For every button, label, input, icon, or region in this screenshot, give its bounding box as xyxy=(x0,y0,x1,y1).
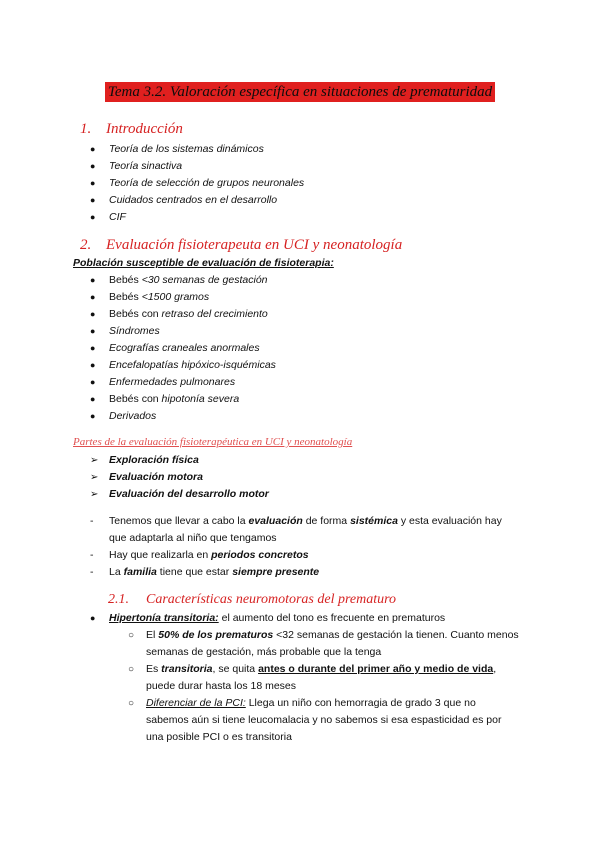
parts-list xyxy=(90,452,269,503)
title-wrap xyxy=(0,82,600,102)
bullet-icon: ● xyxy=(90,161,96,171)
list-item: - Tenemos que llevar a cabo la evaluación de forma sistémica y esta evaluación hay xyxy=(90,513,502,530)
bullet-icon: ● xyxy=(90,292,96,302)
list-item: ● Teoría de selección de grupos neuronales xyxy=(90,175,304,192)
bullet-icon: ● xyxy=(90,613,96,623)
section-1-title: Introducción xyxy=(106,121,183,137)
list-item: - Hay que realizarla en periodos concretos xyxy=(90,547,502,564)
arrow-icon: ➢ xyxy=(90,472,99,483)
list-item: ● Encefalopatías hipóxico-isquémicas xyxy=(90,357,276,374)
sub-item-2-line-2: puede durar hasta los 18 meses xyxy=(146,680,297,692)
list-item: ● Derivados xyxy=(90,408,276,425)
list-item: ● Cuidados centrados en el desarrollo xyxy=(90,192,304,209)
list-item: ● Teoría sinactiva xyxy=(90,158,304,175)
notes-list xyxy=(90,513,502,581)
bullet-icon: ● xyxy=(90,178,96,188)
list-item: ● Enfermedades pulmonares xyxy=(90,374,276,391)
bullet-icon: ● xyxy=(90,275,96,285)
list-item: ➢ Evaluación motora xyxy=(90,469,269,486)
section-2-1-heading xyxy=(108,591,396,609)
list-item: ● Ecografías craneales anormales xyxy=(90,340,276,357)
list-item: ➢ Exploración física xyxy=(90,452,269,469)
hypertonia-item xyxy=(90,610,445,627)
section-1-number: 1. xyxy=(80,121,92,137)
sub-item-3-line-2: sabemos aún si tiene leucomalacia y no sabemos si esa espasticidad es por xyxy=(146,714,502,726)
section-2-heading xyxy=(80,236,402,254)
dash-icon: - xyxy=(90,549,94,561)
list-item: ● Bebés <30 semanas de gestación xyxy=(90,272,276,289)
circle-bullet-icon: ○ xyxy=(128,630,135,641)
bullet-icon: ● xyxy=(90,343,96,353)
population-heading: Población susceptible de evaluación de fisioterapia: xyxy=(73,257,334,269)
sub-item-1-line-2: semanas de gestación, más probable que la tenga xyxy=(146,646,382,658)
list-item: ➢ Evaluación del desarrollo motor xyxy=(90,486,269,503)
circle-bullet-icon: ○ xyxy=(128,664,135,675)
hypertonia-text: el aumento del tono es frecuente en prematuros xyxy=(218,612,446,624)
bullet-icon: ● xyxy=(90,377,96,387)
sub-item-2: Es transitoria, se quita antes o durante del primer año y medio de vida, xyxy=(146,663,497,675)
circle-bullet-icon: ○ xyxy=(128,698,135,709)
bullet-icon: ● xyxy=(90,144,96,154)
sub-item-3: Diferenciar de la PCI: Llega un niño con hemorragia de grado 3 que no xyxy=(146,697,476,709)
section-2-number: 2. xyxy=(80,237,92,253)
section-1-heading xyxy=(80,120,183,138)
section-2-1-title: Características neuromotoras del prematuro xyxy=(146,592,397,607)
list-item: ● Bebés <1500 gramos xyxy=(90,289,276,306)
intro-list xyxy=(90,141,304,226)
bullet-icon: ● xyxy=(90,309,96,319)
arrow-icon: ➢ xyxy=(90,489,99,500)
list-item: ● Bebés con retraso del crecimiento xyxy=(90,306,276,323)
section-2-1-number: 2.1. xyxy=(108,592,129,607)
dash-icon: - xyxy=(90,566,94,578)
list-item: ● Síndromes xyxy=(90,323,276,340)
hypertonia-label: Hipertonía transitoria: xyxy=(109,612,219,624)
list-item: ● Teoría de los sistemas dinámicos xyxy=(90,141,304,158)
bullet-icon: ● xyxy=(90,326,96,336)
parts-heading: Partes de la evaluación fisioterapéutica en UCI y neonatología xyxy=(73,436,353,448)
dash-icon: - xyxy=(90,515,94,527)
arrow-icon: ➢ xyxy=(90,455,99,466)
sub-item-1: El 50% de los prematuros <32 semanas de gestación la tienen. Cuanto menos xyxy=(146,629,519,641)
section-2-title: Evaluación fisioterapeuta en UCI y neonatología xyxy=(106,237,403,253)
bullet-icon: ● xyxy=(90,394,96,404)
sub-item-3-line-3: una posible PCI o es transitoria xyxy=(146,731,292,743)
bullet-icon: ● xyxy=(90,195,96,205)
bullet-icon: ● xyxy=(90,212,96,222)
list-item-continuation: que adaptarla al niño que tengamos xyxy=(109,532,277,544)
population-list xyxy=(90,272,276,425)
list-item: ● Bebés con hipotonía severa xyxy=(90,391,276,408)
document-title: Tema 3.2. Valoración específica en situaciones de prematuridad xyxy=(105,82,495,102)
list-item: - La familia tiene que estar siempre presente xyxy=(90,564,502,581)
list-item: ● CIF xyxy=(90,209,304,226)
bullet-icon: ● xyxy=(90,360,96,370)
bullet-icon: ● xyxy=(90,411,96,421)
